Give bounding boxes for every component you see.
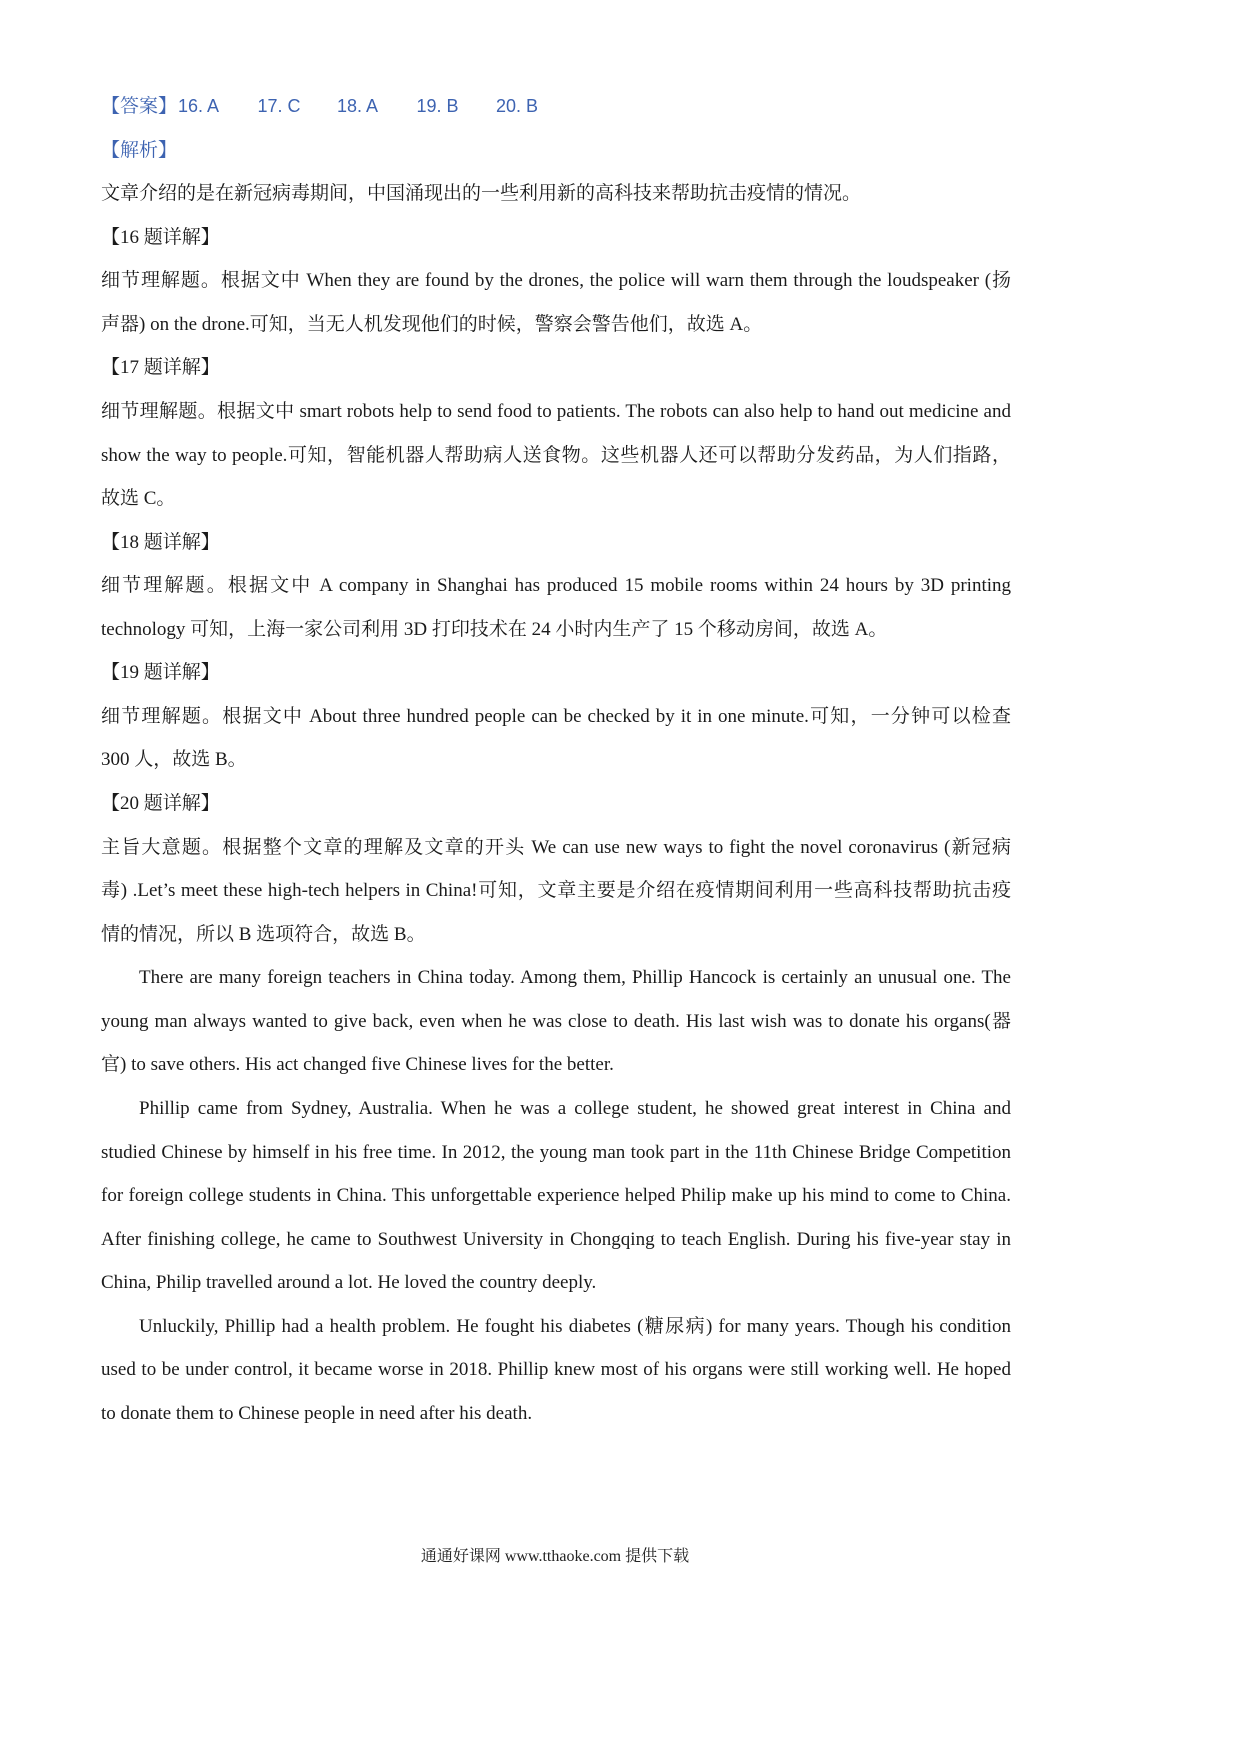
detail-line: 300 人，故选 B。: [101, 749, 247, 771]
analysis-label: 【解析】: [101, 139, 178, 161]
passage-paragraph: [101, 956, 1011, 1087]
passage-line: There are many foreign teachers in China today. Among them, Phillip Hancock is certainly an unusual one. The: [139, 967, 1011, 989]
passage-line: used to be under control, it became worse in 2018. Phillip knew most of his organs were still working well. He hoped: [101, 1359, 1011, 1381]
detail-line: 故选 C。: [101, 488, 176, 510]
summary-text: 文章介绍的是在新冠病毒期间，中国涌现出的一些利用新的高科技来帮助抗击疫情的情况。: [101, 183, 862, 205]
detail-line: 主旨大意题。根据整个文章的理解及文章的开头 We can use new ways to fight the novel coronavirus (新冠病: [101, 836, 1011, 858]
detail-heading: 【18 题详解】: [101, 531, 220, 553]
footer-text: 通通好课网 www.tthaoke.com 提供下载: [420, 1548, 690, 1565]
detail-19: [101, 651, 1011, 782]
passage-line: studied Chinese by himself in his free time. In 2012, the young man took part in the 11th Chinese Bridge Competition: [101, 1141, 1011, 1163]
detail-17: [101, 346, 1011, 520]
answer-line: [101, 85, 1011, 129]
answer-item: 16. A: [178, 96, 220, 116]
detail-line: 细节理解题。根据文中 When they are found by the drones, the police will warn them through the loudspeaker (扬: [101, 270, 1011, 292]
detail-20: [101, 782, 1011, 956]
passage-line: for foreign college students in China. This unforgettable experience helped Philip make up his mind to come to China.: [101, 1185, 1011, 1207]
detail-line: 细节理解题。根据文中 smart robots help to send food to patients. The robots can also help to hand out medicine and: [101, 400, 1011, 422]
detail-18: [101, 521, 1011, 652]
detail-line: 毒) .Let’s meet these high-tech helpers in China!可知，文章主要是介绍在疫情期间利用一些高科技帮助抗击疫: [101, 880, 1011, 902]
detail-line: 细节理解题。根据文中 A company in Shanghai has produced 15 mobile rooms within 24 hours by 3D printing: [101, 575, 1011, 597]
answer-item: 20. B: [496, 96, 539, 116]
passage-line: young man always wanted to give back, even when he was close to death. His last wish was to donate his organs(器: [101, 1010, 1011, 1032]
detail-line: show the way to people.可知，智能机器人帮助病人送食物。这些机器人还可以帮助分发药品，为人们指路，: [101, 444, 1011, 466]
answer-item: 18. A: [337, 96, 379, 116]
detail-line: 细节理解题。根据文中 About three hundred people can be checked by it in one minute.可知，一分钟可以检查: [101, 705, 1011, 727]
detail-line: 声器) on the drone.可知，当无人机发现他们的时候，警察会警告他们，故选 A。: [101, 313, 763, 335]
detail-line: 情的情况，所以 B 选项符合，故选 B。: [101, 923, 426, 945]
detail-heading: 【20 题详解】: [101, 793, 220, 814]
passage-paragraph: [101, 1087, 1011, 1305]
passage-line: After finishing college, he came to Southwest University in Chongqing to teach English. During his five-year stay in: [101, 1228, 1011, 1250]
detail-heading: 【16 题详解】: [101, 226, 220, 248]
page-content: [101, 85, 1011, 1435]
answer-item: 17. C: [257, 96, 301, 116]
detail-line: technology 可知，上海一家公司利用 3D 打印技术在 24 小时内生产了 15 个移动房间，故选 A。: [101, 618, 888, 640]
passage-line: China, Philip travelled around a lot. He loved the country deeply.: [101, 1272, 597, 1294]
passage-line: 官) to save others. His act changed five Chinese lives for the better.: [101, 1054, 614, 1076]
detail-16: [101, 216, 1011, 347]
passage-paragraph: [101, 1305, 1011, 1436]
passage-line: Unluckily, Phillip had a health problem. He fought his diabetes (糖尿病) for many years. Though his condition: [139, 1315, 1011, 1337]
answer-label: 【答案】: [101, 96, 178, 117]
answer-item: 19. B: [416, 96, 459, 116]
detail-heading: 【19 题详解】: [101, 662, 220, 684]
passage-line: to donate them to Chinese people in need after his death.: [101, 1402, 533, 1424]
detail-heading: 【17 题详解】: [101, 357, 220, 379]
passage-line: Phillip came from Sydney, Australia. When he was a college student, he showed great interest in China and: [139, 1097, 1011, 1119]
